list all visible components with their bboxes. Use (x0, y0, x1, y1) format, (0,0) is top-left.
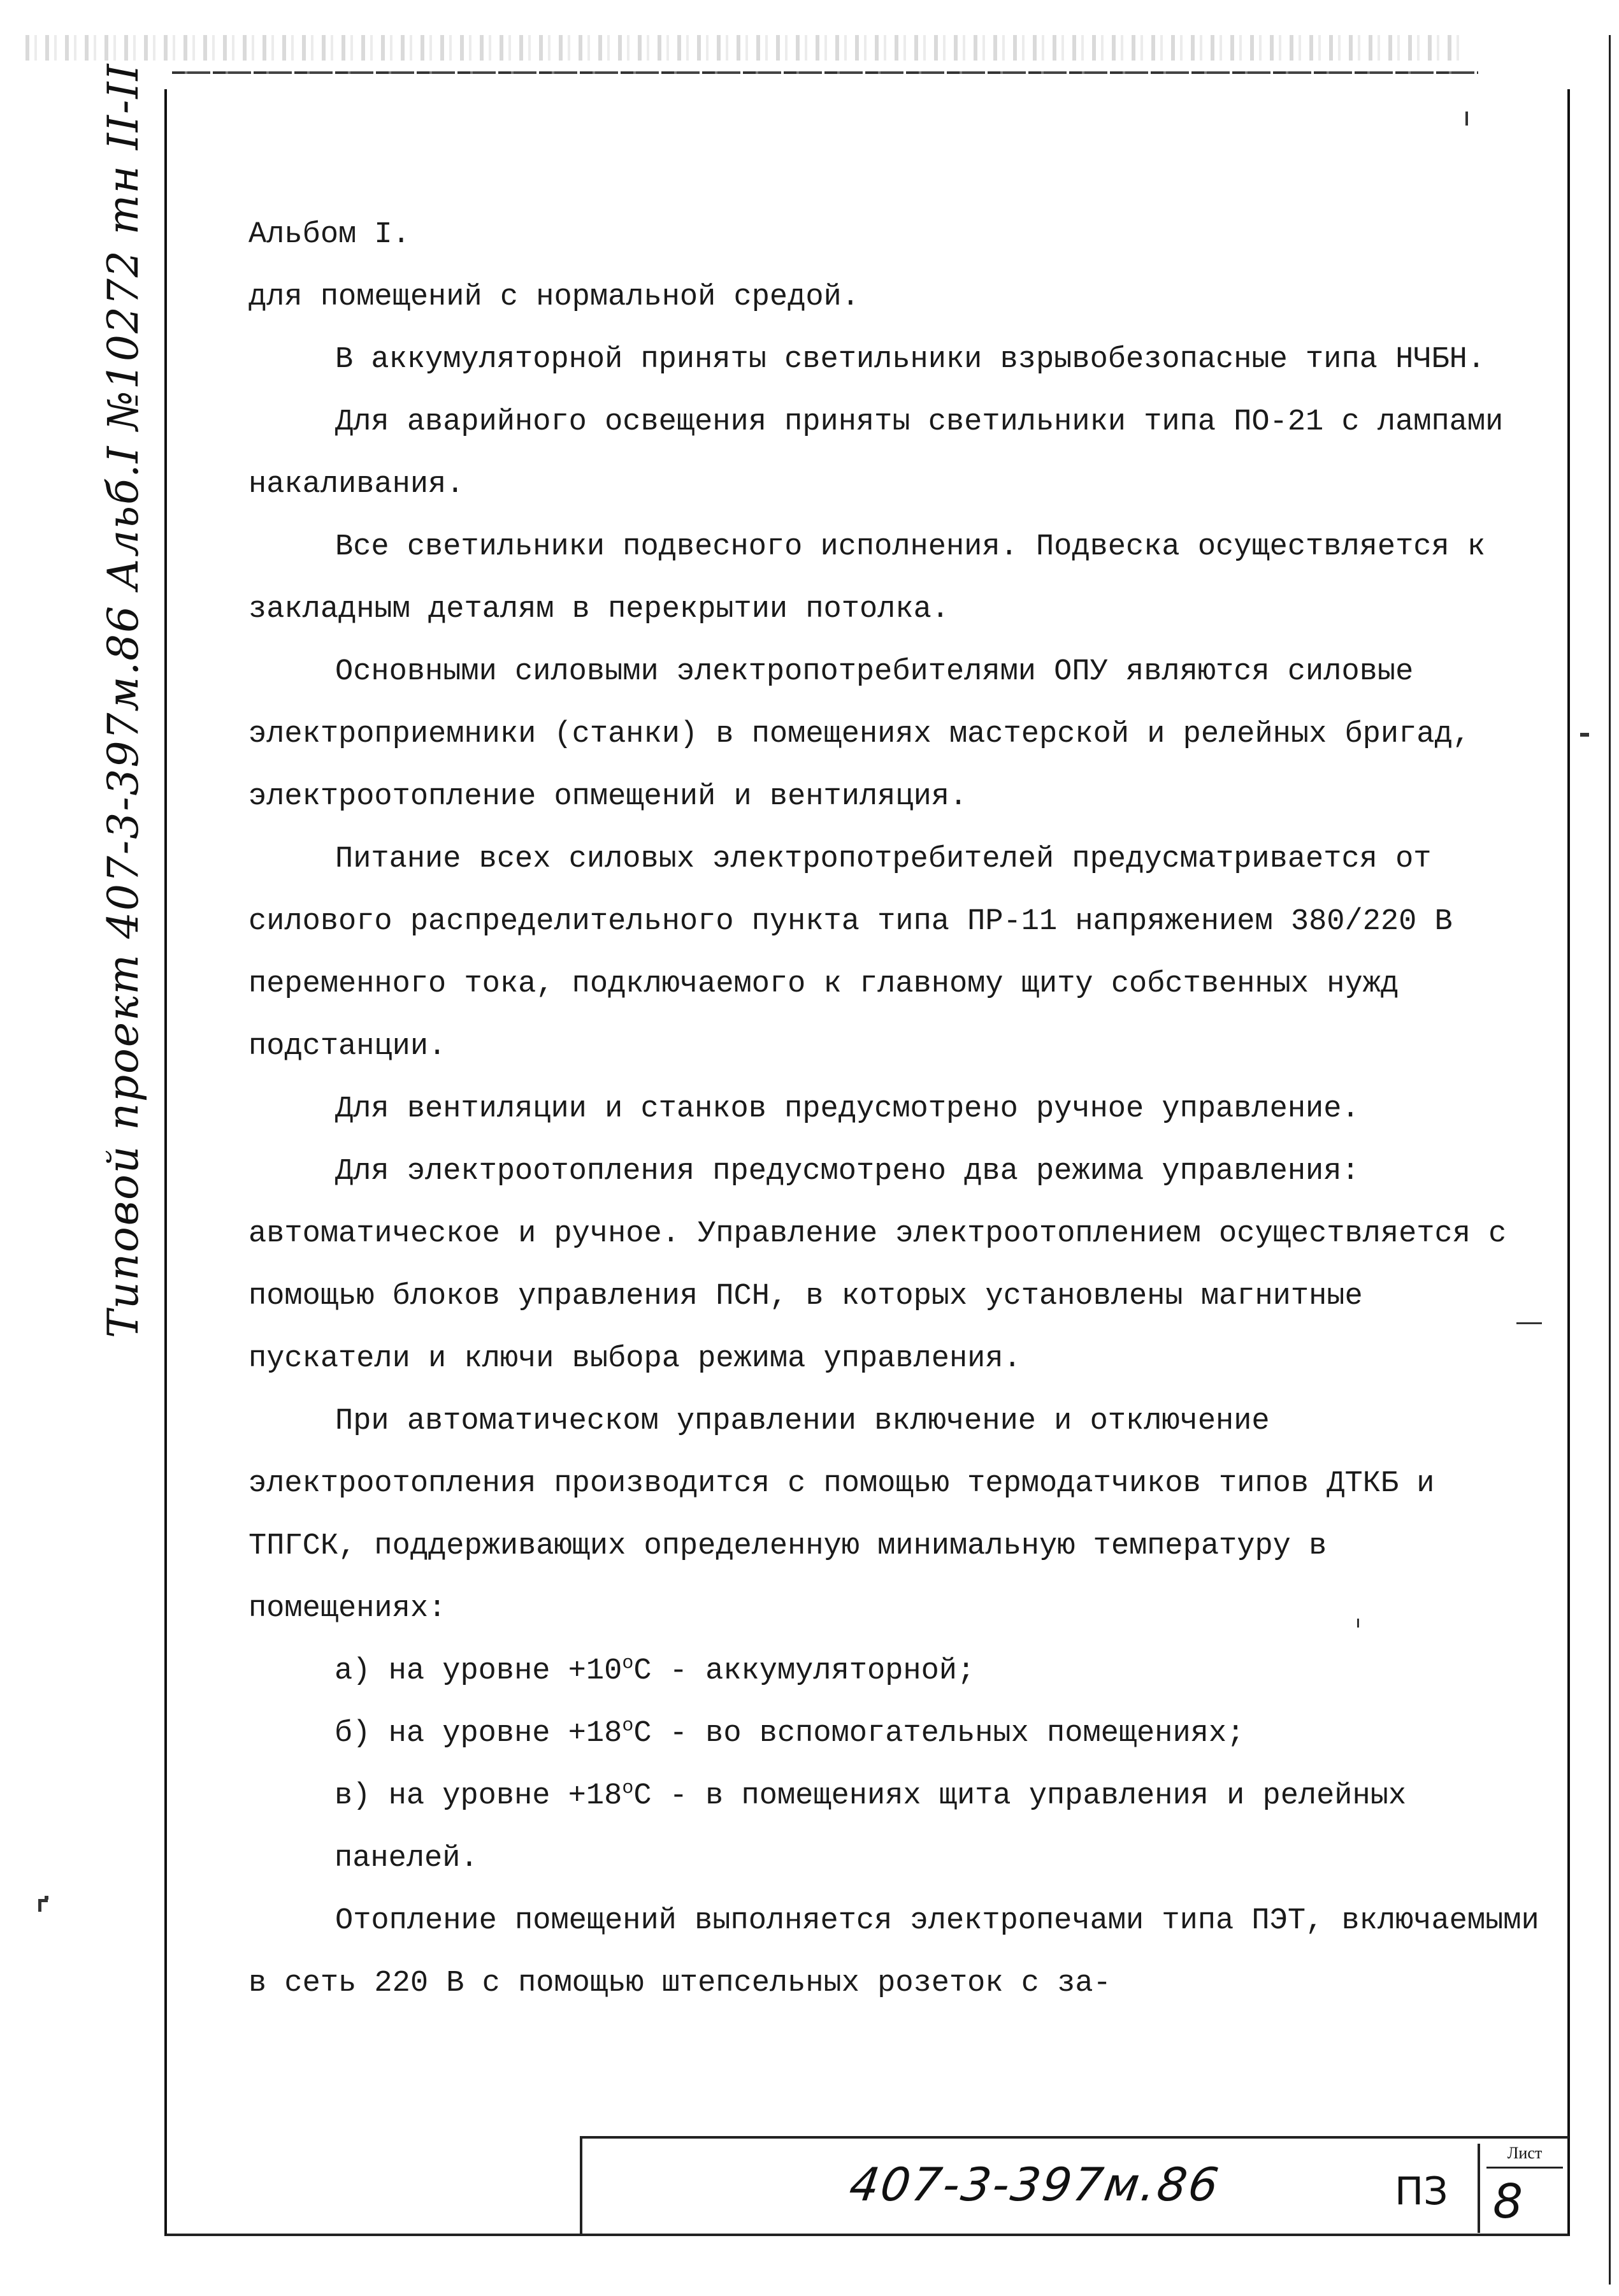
paragraph: для помещений с нормальной средой. (248, 280, 860, 314)
sheet-number: 8 (1493, 2174, 1523, 2229)
paragraph: Питание всех силовых электропотребителей предусматривается от силового распределительного пункта типа ПР-11 напряжением 380/220 В переменного тока, подключаемого к главному щиту собственных нужд подстанции. (248, 842, 1453, 1064)
scan-artifact-line (172, 71, 1478, 74)
list-item-a: а) на уровне $+10^оС$ - аккумуляторной; (335, 1652, 975, 1688)
sheet-cell (1478, 2144, 1567, 2233)
paragraph: В аккумуляторной приняты светильники взрывобезопасные типа НЧБН. (335, 343, 1486, 377)
outer-border-right (1609, 35, 1611, 2285)
paragraph: Основными силовыми электропотребителями ОПУ являются силовые электроприемники (станки) в помещениях мастерской и релейных бригад, электроотопление опмещений и вентиляция. (248, 655, 1471, 814)
title-block (580, 2136, 1569, 2234)
scan-speck (1516, 1322, 1542, 1324)
paragraph: При автоматическом управлении включение и отключение электроотопления производится с помощью термодатчиков типов ДТКБ и ТПГСК, поддерживающих определенную минимальную температуру в помещениях: (248, 1404, 1435, 1626)
scan-artifact-top (25, 35, 1459, 61)
section-code: ПЗ (1395, 2169, 1448, 2214)
sheet-label: Лист (1486, 2144, 1563, 2169)
paragraph: Для аварийного освещения приняты светильники типа ПО-21 с лампами накаливания. (248, 405, 1504, 502)
paragraph: Для электроотопления предусмотрено два режима управления: автоматическое и ручное. Управление электроотоплением осуществляется с помощью блоков управления ПСН, в которых установлены магнитные пускатели и ключи выбора режима управления. (248, 1155, 1507, 1376)
scan-speck (1357, 1619, 1359, 1628)
list-item-b: б) на уровне $+18^оС$ - во вспомогательных помещениях; (335, 1715, 1245, 1751)
scan-speck (41, 1899, 48, 1902)
paragraph: Для вентиляции и станков предусмотрено ручное управление. (335, 1092, 1360, 1126)
paragraph: Альбом I. (248, 218, 410, 252)
paragraph-closing: Отопление помещений выполняется электропечами типа ПЭТ, включаемыми в сеть 220 В с помощью штепсельных розеток с за- (248, 1904, 1539, 2000)
scan-speck (1580, 733, 1589, 737)
list-item-c: в) на уровне $+18^оС - в$ помещениях щита управления и релейных панелей. (335, 1777, 1407, 1875)
document-body (248, 204, 1542, 2015)
document-code: 407-3-397м.86 (846, 2158, 1224, 2211)
margin-annotation: Типовой проект 407-3-397м.86 Альб.I №10272 тн II-II (99, 62, 148, 1338)
scan-speck (1465, 112, 1468, 126)
paragraph: Все светильники подвесного исполнения. Подвеска осуществляется к закладным деталям в перекрытии потолка. (248, 530, 1486, 626)
